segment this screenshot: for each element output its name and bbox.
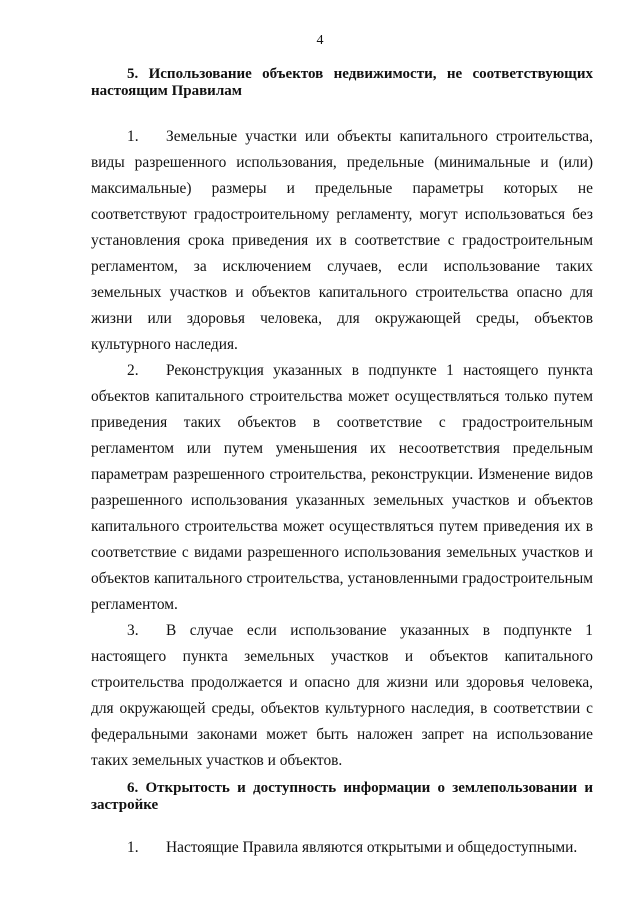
item-text: В случае если использование указанных в подпункте 1 настоящего пункта земельных участков и объектов капитального строительства продолжается и опасно для жизни или здоровья человека, для окружающей среды, объектов культурного наследия, в соответствии с федеральными законами может быть наложен запрет на использование таких земельных участков и объектов. xyxy=(91,622,593,769)
section-6-heading xyxy=(91,780,593,814)
section-6-item-1 xyxy=(91,835,593,861)
document-body xyxy=(91,66,593,861)
item-number: 3. xyxy=(127,622,139,639)
section-5-heading xyxy=(91,66,593,100)
item-number: 1. xyxy=(127,128,139,145)
item-text: Реконструкция указанных в подпункте 1 настоящего пункта объектов капитального строительства может осуществляться только путем приведения таких объектов в соответствие с градостроительным регламентом или путем уменьшения их несоответствия предельным параметрам разрешенного строительства, реконструкции. Изменение видов разрешенного использования указанных земельных участков и объектов капитального строительства может осуществляться путем приведения их в соответствие с видами разрешенного использования земельных участков и объектов капитального строительства, установленными градостроительным регламентом. xyxy=(91,362,593,613)
item-number: 1. xyxy=(127,839,139,856)
section-5-item-3 xyxy=(91,618,593,774)
section-6-heading-text: 6. Открытость и доступность информации о землепользовании и застройке xyxy=(91,780,593,813)
section-5-heading-text: 5. Использование объектов недвижимости, не соответствующих настоящим Правилам xyxy=(91,66,593,99)
section-5-item-2 xyxy=(91,358,593,618)
item-number: 2. xyxy=(127,362,139,379)
section-5-item-1 xyxy=(91,124,593,358)
page-number: 4 xyxy=(316,33,324,48)
item-text: Настоящие Правила являются открытыми и общедоступными. xyxy=(166,839,578,856)
item-text: Земельные участки или объекты капитального строительства, виды разрешенного использования, предельные (минимальные и (или) максимальные) размеры и предельные параметры которых не соответствуют градостроительному регламенту, могут использоваться без установления срока приведения их в соответствие с градостроительным регламентом, за исключением случаев, если использование таких земельных участков и объектов капитального строительства опасно для жизни или здоровья человека, для окружающей среды, объектов культурного наследия. xyxy=(91,128,593,353)
